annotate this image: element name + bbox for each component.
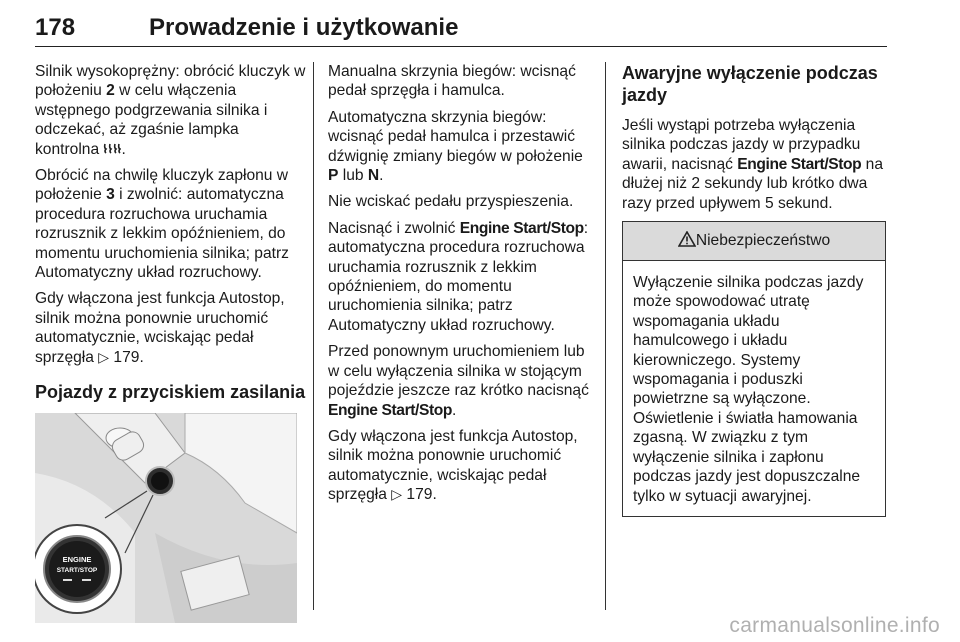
paragraph-press-button: Nacisnąć i zwolnić Engine Start/Stop: automatyczna procedura rozruchowa uruchamia rozrusznik z lekkim opóźnieniem, do momentu uruchomienia silnika; patrz Automatyczny układ rozruchowy. [328, 219, 589, 334]
heading-power-button: Pojazdy z przyciskiem zasilania [35, 382, 306, 403]
paragraph-restart: Przed ponownym uruchomieniem lub w celu wyłączenia silnika w stojącym pojeździe jeszcze raz krótko nacisnąć Engine Start/Stop. [328, 343, 589, 419]
page-header [35, 12, 887, 47]
page-number: 178 [35, 14, 76, 41]
figure-engine-start-stop [35, 413, 297, 623]
page-ref-arrow-icon[interactable]: ▷ [391, 486, 403, 503]
watermark: carmanualsonline.info [729, 614, 940, 637]
column-divider [605, 62, 606, 610]
page-ref[interactable]: 179 [406, 486, 433, 504]
paragraph-emergency: Jeśli wystąpi potrzeba wyłączenia silnika podczas jazdy w przypadku awarii, nacisnąć Engine Start/Stop na dłużej niż 2 sekundy lub krótko dwa razy przed upływem 5 sekund. [622, 117, 883, 212]
dashboard-illustration [35, 413, 297, 623]
paragraph-no-accelerator: Nie wciskać pedału przyspieszenia. [328, 193, 574, 211]
paragraph-autostop: Gdy włączona jest funkcja Autostop, silnik można ponownie uruchomić automatycznie, wciskając pedał sprzęgła ▷ 179. [35, 290, 285, 366]
figure-button-line2: START/STOP [56, 567, 98, 575]
warning-box [622, 221, 886, 517]
paragraph-manual-gearbox: Manualna skrzynia biegów: wcisnąć pedał sprzęgła i hamulca. [328, 63, 576, 100]
glow-plug-icon [103, 142, 121, 155]
warning-triangle-icon [678, 231, 696, 247]
warning-title: Niebezpieczeństwo [695, 232, 831, 250]
warning-header [623, 222, 885, 261]
section-title: Prowadzenie i użytkowanie [149, 14, 459, 41]
heading-emergency-shutdown: Awaryjne wyłączenie podczas jazdy [622, 63, 878, 105]
paragraph-automatic-gearbox: Automatyczna skrzynia biegów: wcisnąć pedał hamulca i przestawić dźwignię zmiany biegów w położenie P lub N. [328, 108, 583, 185]
paragraph-diesel: Silnik wysokoprężny: obrócić kluczyk w położeniu 2 w celu włączenia wstępnego podgrzewania silnika i odczekać, aż zgaśnie lampka kontrolna . [35, 63, 306, 158]
page-ref[interactable]: 179 [113, 348, 140, 366]
figure-button-line1: ENGINE [62, 555, 92, 565]
column-divider [313, 62, 314, 610]
column-right [622, 62, 890, 517]
paragraph-turn-key: Obrócić na chwilę kluczyk zapłonu w położenie 3 i zwolnić: automatyczna procedura rozruchowa uruchamia rozrusznik z lekkim opóźnieniem, do momentu uruchomienia silnika; patrz Automatyczny układ rozruchowy. [35, 167, 289, 282]
column-middle [328, 62, 592, 512]
warning-body: Wyłączenie silnika podczas jazdy może spowodować utratę wspomagania układu hamulcowego i układu kierowniczego. Systemy wspomagania i poduszki powietrzne są wyłączone. Oświetlenie i światła hamowania zgasną. W związku z tym wyłączenie silnika i zapłonu podczas jazdy jest dopuszczalne tylko w sytuacji awaryjnej. [633, 274, 864, 505]
paragraph-autostop-2: Gdy włączona jest funkcja Autostop, silnik można ponownie uruchomić automatycznie, wciskając pedał sprzęgła ▷ 179. [328, 427, 578, 504]
page-ref-arrow-icon[interactable]: ▷ [98, 348, 110, 365]
column-left [35, 62, 307, 623]
